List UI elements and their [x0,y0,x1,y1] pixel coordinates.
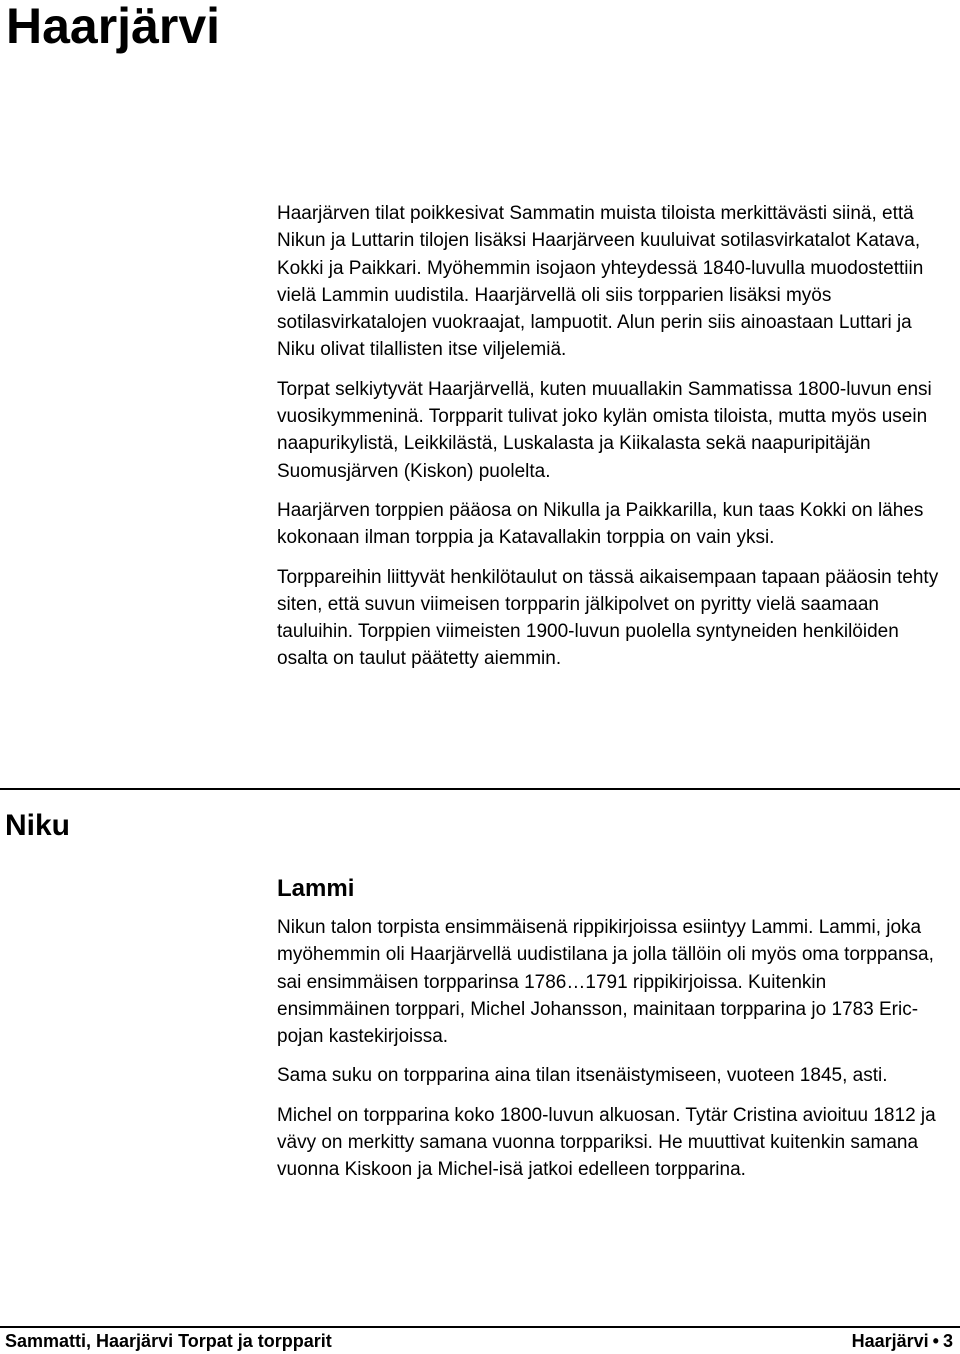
lammi-paragraph: Sama suku on torpparina aina tilan itsenäistymiseen, vuoteen 1845, asti. [277,1065,888,1087]
page-title: Haarjärvi [6,0,221,54]
intro-paragraph: Torpat selkiytyvät Haarjärvellä, kuten muuallakin Sammatissa 1800-luvun ensi vuosikymmeninä. Torpparit tulivat joko kylän omista tiloista, mutta myös usein naapurikylistä, Leikkilästä, Luskalasta ja Kiikalasta sekä naapuripitäjän Suomusjärven (Kiskon) puolelta. [277,378,932,482]
page-number: 3 [942,1331,953,1351]
intro-paragraph: Torppareihin liittyvät henkilötaulut on tässä aikaisempaan tapaan pääosin tehty siten, että suvun viimeisen torpparin jälkipolvet on pyritty vielä saamaan tauluihin. Torppien viimeisten 1900-luvun puolella syntyneiden henkilöiden osalta on taulut päätetty aiemmin. [277,566,939,670]
footer-left: Sammatti, Haarjärvi Torpat ja torpparit [5,1331,332,1351]
footer-right [852,1330,953,1352]
footer-section-label: Haarjärvi [851,1331,929,1351]
footer-bullet: • [932,1331,939,1351]
section-divider [0,788,960,790]
intro-text [277,200,943,685]
lammi-section [277,874,943,1196]
intro-paragraph: Haarjärven torppien pääosa on Nikulla ja Paikkarilla, kun taas Kokki on lähes kokonaan ilman torppia ja Katavallakin torppia on vain yksi. [277,499,924,549]
subsection-heading: Lammi [277,875,355,902]
intro-paragraph: Haarjärven tilat poikkesivat Sammatin muista tiloista merkittävästi siinä, että Nikun ja Luttarin tilojen lisäksi Haarjärveen kuuluivat sotilasvirkatalot Katava, Kokki ja Paikkari. Myöhemmin isojaon yhteydessä 1840-luvulla muodostettiin vielä Lammin uudistila. Haarjärvellä oli siis torpparien lisäksi myös sotilasvirkatalojen vuokraajat, lampuotit. Alun perin siis ainoastaan Luttari ja Niku olivat tilallisten itse viljelemiä. [277,203,924,361]
section-heading: Niku [5,809,71,842]
lammi-paragraph: Nikun talon torpista ensimmäisenä rippikirjoissa esiintyy Lammi. Lammi, joka myöhemmin oli Haarjärvellä uudistilana ja jolla tällöin oli myös oma torppansa, sai ensimmäisen torpparinsa 1786…1791 rippikirjoissa. Kuitenkin ensimmäinen torppari, Michel Johansson, mainitaan torpparina jo 1783 Eric-pojan kastekirjoissa. [277,917,934,1048]
lammi-paragraph: Michel on torpparina koko 1800-luvun alkuosan. Tytär Cristina avioituu 1812 ja vävy on merkitty samana vuonna torppariksi. He muuttivat kuitenkin samana vuonna Kiskoon ja Michel-isä jatkoi edelleen torpparina. [277,1104,936,1181]
footer-divider [0,1326,960,1328]
page-footer [5,1330,953,1352]
